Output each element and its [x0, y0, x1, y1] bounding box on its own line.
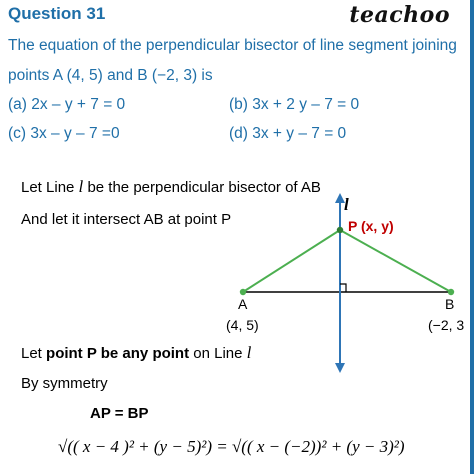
pany-mid: on Line [189, 345, 247, 362]
label-line-l: l [344, 195, 349, 214]
option-c[interactable]: (c) 3x – y – 7 =0 [8, 125, 120, 142]
label-p: P (x, y) [348, 218, 394, 234]
brand-logo: teachoo [349, 2, 450, 28]
segment-ap [243, 230, 340, 292]
option-a[interactable]: (a) 2x – y + 7 = 0 [8, 96, 126, 113]
point-a-dot [240, 289, 246, 295]
point-b-dot [448, 289, 454, 295]
pany-prefix: Let [21, 345, 47, 362]
pany-bold: point P be any point [46, 345, 190, 362]
question-text-line-2: points A (4, 5) and B (−2, 3) is [8, 67, 213, 84]
distance-formula: √(( x − 4 )² + (y − 5)²) = √(( x − (−2))² + (y − 3)²) [58, 437, 405, 456]
let-prefix: Let Line [21, 179, 79, 196]
solution-intersect-line: And let it intersect AB at point P [21, 211, 232, 228]
label-b-coordinates: (−2, 3 [428, 317, 465, 333]
ap-equals-bp: AP = BP [90, 405, 149, 422]
line-variable-2: l [246, 343, 252, 362]
option-b[interactable]: (b) 3x + 2 y – 7 = 0 [229, 96, 360, 113]
solution-point-line [21, 343, 251, 363]
option-d[interactable]: (d) 3x + y – 7 = 0 [229, 125, 347, 142]
line-variable: l [78, 177, 84, 196]
let-suffix: be the perpendicular bisector of AB [83, 179, 321, 196]
solution-symmetry-line: By symmetry [21, 375, 108, 392]
label-a-coordinates: (4, 5) [226, 317, 259, 333]
question-text-line-1: The equation of the perpendicular bisector of line segment joining [8, 37, 457, 54]
label-b: B [445, 296, 455, 312]
label-a: A [238, 296, 248, 312]
segment-bp [340, 230, 451, 292]
point-p-dot [337, 227, 343, 233]
question-title: Question 31 [8, 4, 106, 23]
